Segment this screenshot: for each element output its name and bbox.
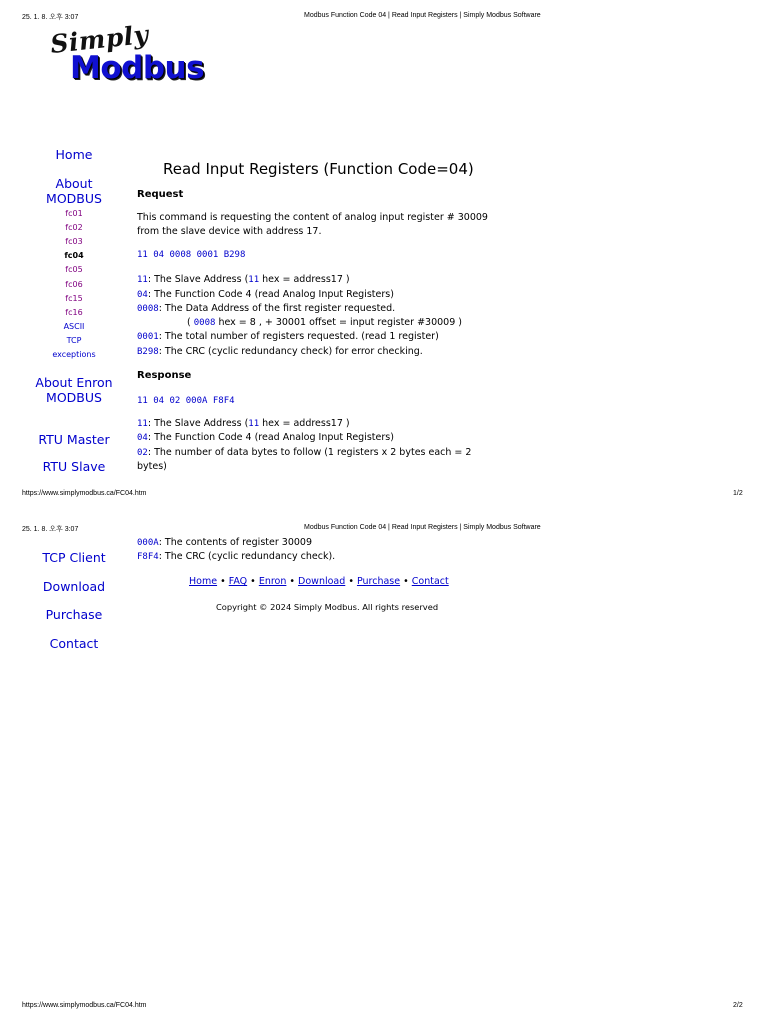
nav-rtu-slave[interactable]: RTU Slave bbox=[42, 459, 106, 474]
field-code-inline: 11 bbox=[248, 275, 260, 285]
field-text: bytes) bbox=[137, 461, 167, 472]
print-footer-url: https://www.simplymodbus.ca/FC04.htm bbox=[22, 490, 147, 497]
page-title: Read Input Registers (Function Code=04) bbox=[163, 160, 474, 178]
nav-fc01[interactable]: fc01 bbox=[65, 209, 83, 218]
response-field-crc bbox=[137, 550, 335, 564]
footer-separator: • bbox=[403, 576, 409, 587]
print-datetime: 25. 1. 8. 오후 3:07 bbox=[22, 14, 79, 21]
request-field-slave-address bbox=[137, 273, 350, 287]
offset-rest: hex = 8 , + 30001 offset = input register #30009 ) bbox=[215, 317, 462, 328]
field-text: : The Data Address of the first register requested. bbox=[158, 303, 396, 314]
request-description-line2: from the slave device with address 17. bbox=[137, 226, 322, 237]
field-code: 04 bbox=[137, 290, 148, 300]
simply-modbus-logo[interactable] bbox=[48, 19, 205, 90]
request-hex-frame: 11 04 0008 0001 B298 bbox=[137, 250, 246, 260]
field-code: 000A bbox=[137, 538, 159, 548]
field-code: F8F4 bbox=[137, 552, 159, 562]
print-doc-title: Modbus Function Code 04 | Read Input Registers | Simply Modbus Software bbox=[304, 524, 541, 531]
print-datetime: 25. 1. 8. 오후 3:07 bbox=[22, 526, 79, 533]
nav-ascii[interactable]: ASCII bbox=[63, 322, 85, 331]
field-code: 04 bbox=[137, 433, 148, 443]
footer-separator: • bbox=[250, 576, 256, 587]
nav-contact[interactable]: Contact bbox=[49, 636, 99, 651]
nav-download[interactable]: Download bbox=[42, 579, 106, 594]
response-field-byte-count-cont bbox=[137, 460, 167, 474]
nav-fc02[interactable]: fc02 bbox=[65, 223, 83, 232]
print-doc-title: Modbus Function Code 04 | Read Input Registers | Simply Modbus Software bbox=[304, 12, 541, 19]
nav-home[interactable]: Home bbox=[55, 147, 93, 162]
request-offset-explanation bbox=[187, 316, 462, 330]
field-text: : The Function Code 4 (read Analog Input Registers) bbox=[147, 432, 394, 443]
nav-tcp[interactable]: TCP bbox=[66, 336, 82, 345]
field-code: 0008 bbox=[137, 304, 159, 314]
offset-code: 0008 bbox=[193, 318, 216, 328]
response-heading: Response bbox=[137, 370, 192, 381]
nav-fc05[interactable]: fc05 bbox=[65, 265, 83, 274]
response-field-slave-address bbox=[137, 417, 350, 431]
nav-rtu-master[interactable]: RTU Master bbox=[38, 432, 110, 447]
nav-fc06[interactable]: fc06 bbox=[65, 280, 83, 289]
copyright-notice: Copyright © 2024 Simply Modbus. All rights reserved bbox=[216, 602, 439, 612]
nav-about-enron[interactable]: About Enron MODBUS bbox=[35, 375, 113, 405]
request-heading: Request bbox=[137, 189, 184, 200]
field-text: : The Slave Address ( bbox=[147, 274, 249, 285]
nav-purchase[interactable]: Purchase bbox=[45, 607, 103, 622]
footer-link-home[interactable]: Home bbox=[189, 576, 218, 587]
field-text: : The Slave Address ( bbox=[147, 418, 249, 429]
footer-separator: • bbox=[348, 576, 354, 587]
field-text: : The contents of register 30009 bbox=[158, 537, 312, 548]
response-field-register-value bbox=[137, 536, 312, 550]
field-text: : The CRC (cyclic redundancy check). bbox=[158, 551, 336, 562]
footer-links bbox=[189, 576, 449, 587]
request-field-function-code bbox=[137, 288, 394, 302]
request-field-data-address bbox=[137, 302, 395, 316]
nav-about-modbus[interactable]: About MODBUS bbox=[46, 176, 102, 206]
response-field-byte-count bbox=[137, 446, 471, 460]
response-hex-frame: 11 04 02 000A F8F4 bbox=[137, 396, 235, 406]
nav-tcp-client[interactable]: TCP Client bbox=[42, 550, 106, 565]
field-text: : The Function Code 4 (read Analog Input Registers) bbox=[147, 289, 394, 300]
print-footer-url: https://www.simplymodbus.ca/FC04.htm bbox=[22, 1002, 147, 1009]
footer-link-contact[interactable]: Contact bbox=[411, 576, 449, 587]
nav-fc03[interactable]: fc03 bbox=[65, 237, 83, 246]
print-page-number: 2/2 bbox=[733, 1002, 743, 1009]
footer-link-faq[interactable]: FAQ bbox=[228, 576, 248, 587]
nav-exceptions[interactable]: exceptions bbox=[52, 350, 96, 359]
nav-fc15[interactable]: fc15 bbox=[65, 294, 83, 303]
footer-separator: • bbox=[220, 576, 226, 587]
logo-modbus-text: Modbus bbox=[70, 50, 205, 86]
field-text-post: hex = address17 ) bbox=[259, 418, 350, 429]
nav-fc04-current[interactable]: fc04 bbox=[64, 251, 84, 260]
response-field-function-code bbox=[137, 431, 394, 445]
field-text: : The number of data bytes to follow (1 registers x 2 bytes each = 2 bbox=[147, 447, 472, 458]
request-field-crc bbox=[137, 345, 423, 359]
print-page-number: 1/2 bbox=[733, 490, 743, 497]
footer-link-download[interactable]: Download bbox=[298, 576, 346, 587]
footer-link-enron[interactable]: Enron bbox=[258, 576, 287, 587]
field-code: 11 bbox=[137, 419, 148, 429]
field-code-inline: 11 bbox=[248, 419, 260, 429]
footer-link-purchase[interactable]: Purchase bbox=[356, 576, 401, 587]
field-text: : The CRC (cyclic redundancy check) for error checking. bbox=[158, 346, 423, 357]
footer-separator: • bbox=[289, 576, 296, 587]
request-field-register-count bbox=[137, 330, 439, 344]
field-code: 02 bbox=[137, 448, 148, 458]
field-code: 0001 bbox=[137, 332, 159, 342]
field-code: 11 bbox=[137, 275, 148, 285]
request-description-line1: This command is requesting the content of analog input register # 30009 bbox=[137, 212, 488, 223]
offset-open: ( bbox=[187, 317, 194, 328]
field-code: B298 bbox=[137, 347, 159, 357]
field-text-post: hex = address17 ) bbox=[259, 274, 350, 285]
logo-simply-text: Simply bbox=[48, 19, 150, 59]
field-text: : The total number of registers requested. (read 1 register) bbox=[158, 331, 439, 342]
nav-fc16[interactable]: fc16 bbox=[65, 308, 83, 317]
